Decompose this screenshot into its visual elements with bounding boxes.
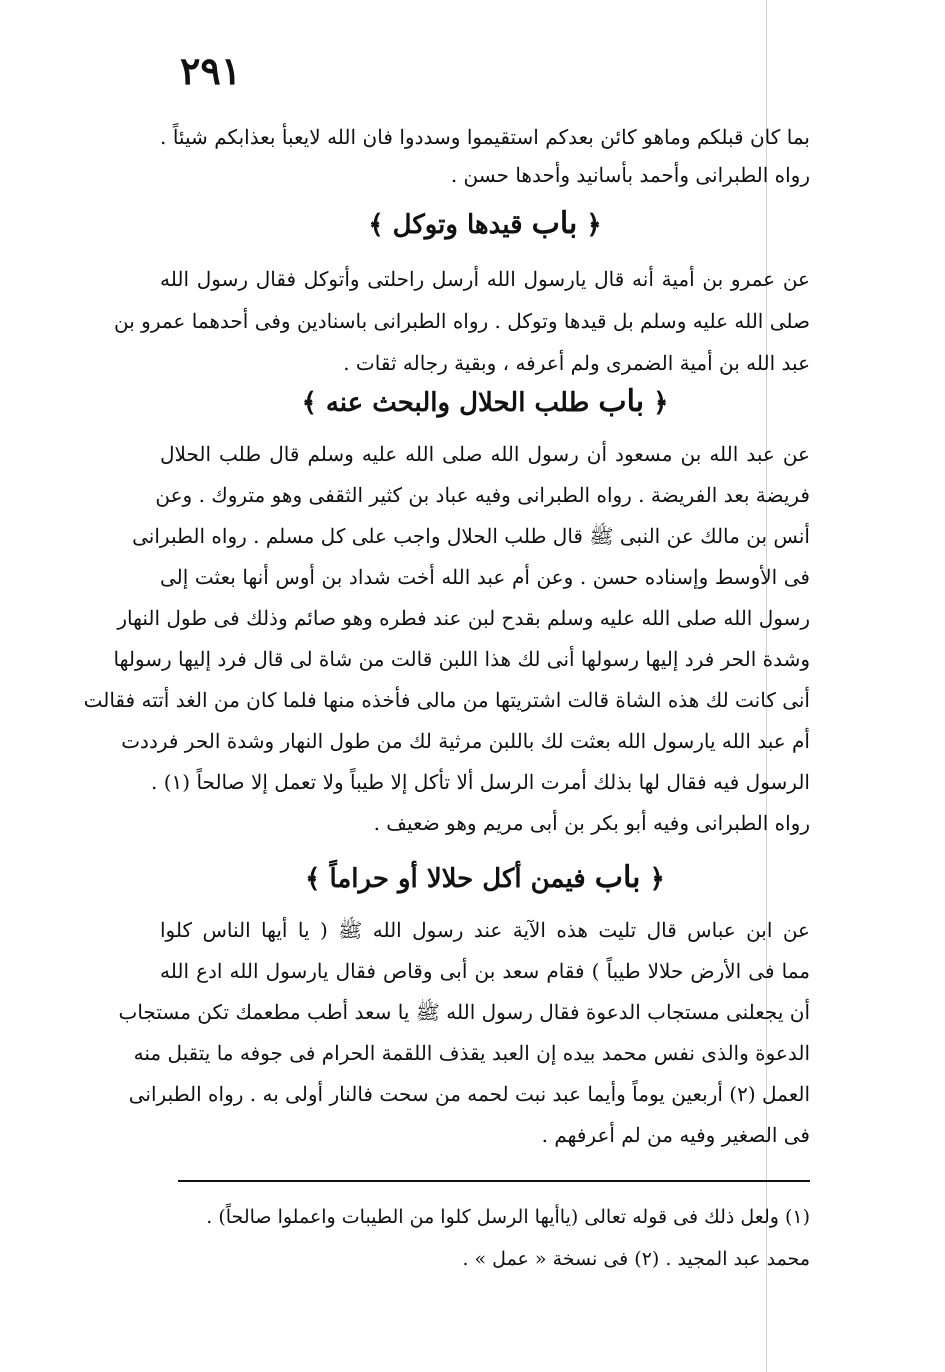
heading-title: قيدها وتوكل <box>392 210 523 240</box>
heading-title: فيمن أكل حلالا أو حراماً <box>329 864 586 894</box>
text-line: أنس بن مالك عن النبى ﷺ قال طلب الحلال واجب على كل مسلم . رواه الطبرانى <box>132 524 810 548</box>
text-line: عن عمرو بن أمية أنه قال يارسول الله أرسل راحلتى وأتوكل فقال رسول الله <box>160 267 810 291</box>
footnote-line: محمد عبد المجيد . (٢) فى نسخة « عمل » . <box>462 1248 810 1270</box>
text-line: أم عبد الله يارسول الله بعثت لك باللبن مرثية لك من طول النهار وشدة الحر فرددت <box>121 729 810 753</box>
text-line: بما كان قبلكم وماهو كائن بعدكم استقيموا وسددوا فان الله لايعبأ بعذابكم شيئاً . <box>160 125 810 149</box>
text-line: فريضة بعد الفريضة . رواه الطبرانى وفيه عباد بن كثير الثقفى وهو متروك . وعن <box>155 483 810 507</box>
heading-open-bracket: ﴿ <box>649 864 665 894</box>
footnote-line: (١) ولعل ذلك فى قوله تعالى (ياأيها الرسل كلوا من الطيبات واعملوا صالحاً) . <box>206 1206 810 1228</box>
text-line: عن عبد الله بن مسعود أن رسول الله صلى الله عليه وسلم قال طلب الحلال <box>160 442 810 466</box>
heading-bab-word: باب <box>598 384 645 419</box>
text-line: رواه الطبرانى وأحمد بأسانيد وأحدها حسن . <box>450 163 810 187</box>
text-line: فى الأوسط وإسناده حسن . وعن أم عبد الله أخت شداد بن أوس أنها بعثت إلى <box>160 565 810 589</box>
text-line: الدعوة والذى نفس محمد بيده إن العبد يقذف اللقمة الحرام فى جوفه ما يتقبل منه <box>133 1041 810 1065</box>
section-heading <box>160 860 810 895</box>
section-body <box>114 258 810 384</box>
text-line: فى الصغير وفيه من لم أعرفهم . <box>541 1123 810 1147</box>
section-body <box>83 434 810 844</box>
heading-open-bracket: ﴿ <box>653 388 669 418</box>
section-heading <box>160 384 810 419</box>
text-line: عن ابن عباس قال تليت هذه الآية عند رسول الله ﷺ ( يا أيها الناس كلوا <box>160 918 810 942</box>
text-line: أن يجعلنى مستجاب الدعوة فقال رسول الله ﷺ يا سعد أطب مطعمك تكن مستجاب <box>118 1000 810 1024</box>
text-line: صلى الله عليه وسلم بل قيدها وتوكل . رواه الطبرانى باسنادين وفى أحدهما عمرو بن <box>114 309 810 333</box>
heading-close-bracket: ﴾ <box>301 388 317 418</box>
opening-paragraph <box>160 118 810 194</box>
heading-close-bracket: ﴾ <box>368 210 384 240</box>
heading-open-bracket: ﴿ <box>586 210 602 240</box>
text-line: رواه الطبرانى وفيه أبو بكر بن أبى مريم وهو ضعيف . <box>373 811 810 835</box>
text-line: الرسول فيه فقال لها بذلك أمرت الرسل ألا تأكل إلا طيباً ولا تعمل إلا صالحاً (١) . <box>151 770 810 794</box>
footnotes <box>160 1196 810 1280</box>
heading-bab-word: باب <box>594 860 641 895</box>
text-line: مما فى الأرض حلالا طيباً ) فقام سعد بن أبى وقاص فقال يارسول الله ادع الله <box>160 959 810 983</box>
section-body <box>118 910 810 1156</box>
text-line: وشدة الحر فرد إليها رسولها أنى لك هذا اللبن قالت من شاة لى قال فرد إليها رسولها <box>113 647 810 671</box>
section-heading <box>160 206 810 241</box>
text-line: رسول الله صلى الله عليه وسلم بقدح لبن عند فطره وهو صائم وذلك فى طول النهار <box>117 606 810 630</box>
heading-close-bracket: ﴾ <box>305 864 321 894</box>
footnote-separator <box>178 1180 810 1182</box>
text-line: العمل (٢) أربعين يوماً وأيما عبد نبت لحمه من سحت فالنار أولى به . رواه الطبرانى <box>128 1082 810 1106</box>
heading-bab-word: باب <box>531 206 578 241</box>
heading-title: طلب الحلال والبحث عنه <box>325 388 590 418</box>
text-line: أنى كانت لك هذه الشاة قالت اشتريتها من مالى فأخذه منها فلما كان من الغد أتته فقالت <box>83 688 810 712</box>
text-line: عبد الله بن أمية الضمرى ولم أعرفه ، وبقية رجاله ثقات . <box>343 351 810 375</box>
page-number: ٢٩١ <box>180 48 242 93</box>
